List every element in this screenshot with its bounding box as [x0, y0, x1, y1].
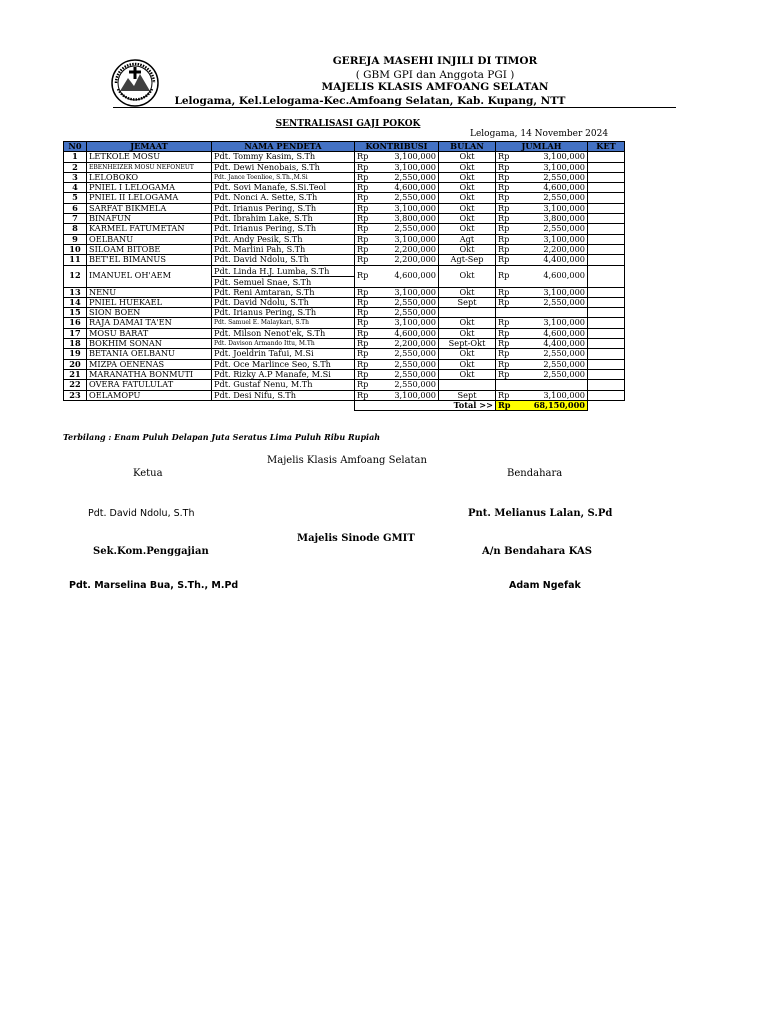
row-ket: [588, 172, 625, 182]
row-jumlah: 3,100,000: [516, 203, 588, 213]
row-pendeta: Pdt. Jance Toenlioe, S.Th.,M.Si: [212, 172, 355, 182]
row-jemaat: MIZPA OENENAS: [87, 359, 212, 369]
sekkom-name: Pdt. Marselina Bua, S.Th., M.Pd: [69, 580, 239, 591]
row-jumlah: 4,600,000: [516, 265, 588, 287]
row-bulan: Okt: [439, 287, 496, 297]
row-no: 20: [64, 359, 87, 369]
row-no: 19: [64, 349, 87, 359]
row-jumlah: 2,550,000: [516, 369, 588, 379]
row-jumlah: 3,100,000: [516, 162, 588, 172]
row-jemaat: LELOBOKO: [87, 172, 212, 182]
row-bulan: Sept: [439, 297, 496, 307]
row-pendeta: Pdt. Rizky A.P Manafe, M.Si: [212, 369, 355, 379]
header-pendeta: NAMA PENDETA: [212, 142, 355, 152]
table-row: [64, 318, 625, 328]
row-jumlah-currency: Rp: [496, 297, 516, 307]
row-kontribusi-currency: Rp: [355, 349, 380, 359]
row-jemaat: IMANUEL OH'AEM: [87, 265, 212, 287]
row-jumlah-currency: Rp: [496, 193, 516, 203]
header-bulan: BULAN: [439, 142, 496, 152]
row-pendeta: Pdt. Joeldrin Tafui, M.Si: [212, 349, 355, 359]
row-jumlah: 2,550,000: [516, 172, 588, 182]
table-row: [64, 349, 625, 359]
row-jumlah: 2,550,000: [516, 359, 588, 369]
row-kontribusi: 2,550,000: [380, 193, 439, 203]
row-jumlah-currency: Rp: [496, 162, 516, 172]
row-jemaat: BETANIA OELBANU: [87, 349, 212, 359]
row-ket: [588, 390, 625, 400]
ketua-name: Pdt. David Ndolu, S.Th: [88, 508, 195, 519]
table-row: [64, 224, 625, 234]
row-jumlah: 2,550,000: [516, 193, 588, 203]
total-row: [64, 400, 625, 410]
row-bulan: Okt: [439, 193, 496, 203]
row-pendeta: Pdt. Marlini Pah, S.Th: [212, 244, 355, 254]
row-jemaat: MOSU BARAT: [87, 328, 212, 338]
row-ket: [588, 162, 625, 172]
row-jumlah: 3,100,000: [516, 318, 588, 328]
row-jemaat: OVERA FATULULAT: [87, 380, 212, 390]
row-bulan: Okt: [439, 183, 496, 193]
row-ket: [588, 297, 625, 307]
row-kontribusi-currency: Rp: [355, 162, 380, 172]
row-kontribusi-currency: Rp: [355, 359, 380, 369]
row-pendeta: Pdt. Milson Nenot'ek, S.Th: [212, 328, 355, 338]
row-jumlah: 3,100,000: [516, 287, 588, 297]
row-kontribusi-currency: Rp: [355, 287, 380, 297]
row-pendeta: Pdt. Desi Nifu, S.Th: [212, 390, 355, 400]
row-no: 7: [64, 214, 87, 224]
row-jumlah-currency: Rp: [496, 349, 516, 359]
row-kontribusi: 2,550,000: [380, 369, 439, 379]
table-row: [64, 183, 625, 193]
row-ket: [588, 369, 625, 379]
row-no: 13: [64, 287, 87, 297]
row-pendeta: Pdt. Reni Amtaran, S.Th: [212, 287, 355, 297]
row-bulan: Okt: [439, 349, 496, 359]
row-jumlah: 4,400,000: [516, 339, 588, 349]
row-pendeta-1: Pdt. Linda H.J. Lumba, S.Th: [212, 266, 354, 277]
row-kontribusi-currency: Rp: [355, 203, 380, 213]
total-ket: [588, 400, 625, 410]
table-row: [64, 265, 625, 287]
table-row: [64, 308, 625, 318]
row-kontribusi: 4,600,000: [380, 328, 439, 338]
row-jumlah: 2,550,000: [516, 297, 588, 307]
row-kontribusi-currency: Rp: [355, 183, 380, 193]
table-row: [64, 203, 625, 213]
row-jemaat: PNIEL HUEKAEL: [87, 297, 212, 307]
row-ket: [588, 328, 625, 338]
row-kontribusi: 3,100,000: [380, 287, 439, 297]
row-kontribusi: 3,800,000: [380, 214, 439, 224]
row-kontribusi-currency: Rp: [355, 214, 380, 224]
row-jumlah-currency: Rp: [496, 328, 516, 338]
row-jumlah-currency: Rp: [496, 214, 516, 224]
row-kontribusi: 2,550,000: [380, 297, 439, 307]
row-jumlah-currency: Rp: [496, 369, 516, 379]
row-jumlah: 4,600,000: [516, 328, 588, 338]
row-pendeta-2: Pdt. Semuel Snae, S.Th: [214, 276, 312, 287]
row-ket: [588, 318, 625, 328]
row-kontribusi: 4,600,000: [380, 183, 439, 193]
row-jumlah-currency: Rp: [496, 255, 516, 265]
row-pendeta: Pdt. David Ndolu, S.Th: [212, 297, 355, 307]
row-bulan: Okt: [439, 152, 496, 162]
row-jemaat: BINAFUN: [87, 214, 212, 224]
row-jumlah-currency: Rp: [496, 234, 516, 244]
header-ket: KET: [588, 142, 625, 152]
row-pendeta: Pdt. Nonci A. Sette, S.Th: [212, 193, 355, 203]
row-pendeta: Pdt. Irianus Pering, S.Th: [212, 308, 355, 318]
row-jumlah: 2,550,000: [516, 224, 588, 234]
row-pendeta: Pdt. Davison Armando Ittu, M.Th: [212, 339, 355, 349]
row-kontribusi: 3,100,000: [380, 390, 439, 400]
row-jemaat: LETKOLE MOSU: [87, 152, 212, 162]
row-kontribusi: 2,550,000: [380, 349, 439, 359]
row-ket: [588, 380, 625, 390]
row-no: 5: [64, 193, 87, 203]
majelis-klasis-label: Majelis Klasis Amfoang Selatan: [267, 455, 427, 466]
row-jumlah-currency: Rp: [496, 203, 516, 213]
row-ket: [588, 255, 625, 265]
row-kontribusi: 3,100,000: [380, 234, 439, 244]
row-pendeta: Pdt. Gustaf Nenu, M.Th: [212, 380, 355, 390]
row-jemaat: SARFAT BIKMELA: [87, 203, 212, 213]
row-bulan: Okt: [439, 203, 496, 213]
total-blank: [64, 400, 355, 410]
row-ket: [588, 193, 625, 203]
row-no: 12: [64, 265, 87, 287]
row-no: 1: [64, 152, 87, 162]
row-ket: [588, 244, 625, 254]
row-ket: [588, 224, 625, 234]
row-jumlah-currency: Rp: [496, 265, 516, 287]
row-jumlah-currency: Rp: [496, 287, 516, 297]
row-jumlah-currency: Rp: [496, 172, 516, 182]
row-no: 2: [64, 162, 87, 172]
row-bulan: Sept-Okt: [439, 339, 496, 349]
row-ket: [588, 359, 625, 369]
row-bulan: Okt: [439, 172, 496, 182]
row-kontribusi-currency: Rp: [355, 318, 380, 328]
table-row: [64, 162, 625, 172]
row-kontribusi-currency: Rp: [355, 339, 380, 349]
row-kontribusi-currency: Rp: [355, 369, 380, 379]
row-jumlah: 4,600,000: [516, 183, 588, 193]
row-kontribusi-currency: Rp: [355, 152, 380, 162]
table-row: [64, 234, 625, 244]
row-ket: [588, 214, 625, 224]
total-value: 68,150,000: [516, 400, 588, 410]
table-row: [64, 359, 625, 369]
church-seal-logo-icon: [110, 58, 160, 108]
row-jemaat: PNIEL I LELOGAMA: [87, 183, 212, 193]
row-ket: [588, 152, 625, 162]
row-bulan: Okt: [439, 359, 496, 369]
row-no: 22: [64, 380, 87, 390]
row-no: 11: [64, 255, 87, 265]
document-title: SENTRALISASI GAJI POKOK: [275, 119, 421, 129]
row-no: 4: [64, 183, 87, 193]
row-no: 17: [64, 328, 87, 338]
row-kontribusi: 3,100,000: [380, 318, 439, 328]
row-bulan: Sept: [439, 390, 496, 400]
table-row: [64, 297, 625, 307]
org-subtitle: ( GBM GPI dan Anggota PGI ): [355, 69, 515, 81]
row-kontribusi-currency: Rp: [355, 193, 380, 203]
row-jumlah-currency: Rp: [496, 224, 516, 234]
row-bulan: [439, 308, 496, 318]
row-pendeta: [212, 265, 355, 287]
table-row: [64, 244, 625, 254]
row-jumlah-currency: Rp: [496, 359, 516, 369]
row-jemaat: OELAMOPU: [87, 390, 212, 400]
table-row: [64, 339, 625, 349]
row-jemaat: MARANATHA BONMUTI: [87, 369, 212, 379]
row-kontribusi: 2,550,000: [380, 224, 439, 234]
row-ket: [588, 349, 625, 359]
row-ket: [588, 265, 625, 287]
table-header-row: [64, 142, 625, 152]
header-divider: [113, 107, 676, 108]
row-kontribusi-currency: Rp: [355, 308, 380, 318]
row-no: 14: [64, 297, 87, 307]
table-row: [64, 255, 625, 265]
row-kontribusi: 2,550,000: [380, 172, 439, 182]
row-bulan: Okt: [439, 244, 496, 254]
table-row: [64, 172, 625, 182]
row-jumlah-currency: Rp: [496, 183, 516, 193]
row-bulan: Agt-Sep: [439, 255, 496, 265]
sekkom-label: Sek.Kom.Penggajian: [93, 546, 209, 557]
row-jemaat: RAJA DAMAI TA'EN: [87, 318, 212, 328]
row-ket: [588, 203, 625, 213]
row-bulan: Okt: [439, 328, 496, 338]
row-no: 10: [64, 244, 87, 254]
table-row: [64, 287, 625, 297]
total-label: Total >>: [355, 400, 496, 410]
row-pendeta: Pdt. Oce Marlince Seo, S.Th: [212, 359, 355, 369]
row-kontribusi: 2,550,000: [380, 380, 439, 390]
total-currency: Rp: [496, 400, 516, 410]
row-jumlah: [516, 380, 588, 390]
majelis-sinode-label: Majelis Sinode GMIT: [297, 533, 415, 544]
table-row: [64, 193, 625, 203]
row-ket: [588, 308, 625, 318]
row-kontribusi-currency: Rp: [355, 328, 380, 338]
row-jumlah: 3,800,000: [516, 214, 588, 224]
row-pendeta: Pdt. Sovi Manafe, S.Si.Teol: [212, 183, 355, 193]
table-row: [64, 214, 625, 224]
row-no: 9: [64, 234, 87, 244]
table-row: [64, 390, 625, 400]
place-date: Lelogama, 14 November 2024: [470, 129, 609, 139]
header-kontribusi: KONTRIBUSI: [355, 142, 439, 152]
table-row: [64, 152, 625, 162]
row-no: 23: [64, 390, 87, 400]
row-pendeta: Pdt. Ibrahim Lake, S.Th: [212, 214, 355, 224]
row-jumlah-currency: Rp: [496, 318, 516, 328]
row-kontribusi-currency: Rp: [355, 297, 380, 307]
row-ket: [588, 234, 625, 244]
row-kontribusi: 3,100,000: [380, 162, 439, 172]
row-no: 21: [64, 369, 87, 379]
org-title: GEREJA MASEHI INJILI DI TIMOR: [332, 55, 538, 67]
row-jumlah: 4,400,000: [516, 255, 588, 265]
row-pendeta: Pdt. Samuel E. Malaykari, S.Th: [212, 318, 355, 328]
bendahara-label: Bendahara: [507, 468, 563, 479]
row-jumlah-currency: [496, 308, 516, 318]
row-jumlah-currency: Rp: [496, 390, 516, 400]
row-kontribusi-currency: Rp: [355, 255, 380, 265]
address-line: Lelogama, Kel.Lelogama-Kec.Amfoang Selatan, Kab. Kupang, NTT: [174, 95, 566, 107]
header-jumlah: JUMLAH: [496, 142, 588, 152]
row-jumlah-currency: Rp: [496, 244, 516, 254]
row-jumlah: 3,100,000: [516, 390, 588, 400]
row-ket: [588, 287, 625, 297]
header-no: N0: [64, 142, 87, 152]
table-row: [64, 328, 625, 338]
row-kontribusi-currency: Rp: [355, 234, 380, 244]
row-no: 16: [64, 318, 87, 328]
row-pendeta: Pdt. Tommy Kasim, S.Th: [212, 152, 355, 162]
row-kontribusi: 2,200,000: [380, 255, 439, 265]
row-pendeta: Pdt. Irianus Pering, S.Th: [212, 203, 355, 213]
row-pendeta: Pdt. Irianus Pering, S.Th: [212, 224, 355, 234]
row-pendeta: Pdt. David Ndolu, S.Th: [212, 255, 355, 265]
bendahara-name: Pnt. Melianus Lalan, S.Pd: [468, 508, 613, 519]
row-no: 15: [64, 308, 87, 318]
row-no: 8: [64, 224, 87, 234]
row-jemaat: KARMEL FATUMETAN: [87, 224, 212, 234]
row-bulan: Okt: [439, 318, 496, 328]
row-bulan: Okt: [439, 162, 496, 172]
row-bulan: Okt: [439, 214, 496, 224]
salary-table: [63, 141, 625, 411]
row-jemaat: OELBANU: [87, 234, 212, 244]
row-jemaat: PNIEL II LELOGAMA: [87, 193, 212, 203]
row-kontribusi-currency: Rp: [355, 265, 380, 287]
row-kontribusi: 4,600,000: [380, 265, 439, 287]
row-pendeta: Pdt. Dewi Nenobais, S.Th: [212, 162, 355, 172]
row-jumlah-currency: [496, 380, 516, 390]
row-kontribusi-currency: Rp: [355, 224, 380, 234]
row-no: 3: [64, 172, 87, 182]
row-jemaat: BET'EL BIMANUS: [87, 255, 212, 265]
row-jemaat: SILOAM BITOBE: [87, 244, 212, 254]
row-ket: [588, 183, 625, 193]
header-jemaat: JEMAAT: [87, 142, 212, 152]
row-no: 6: [64, 203, 87, 213]
row-jemaat: NENU: [87, 287, 212, 297]
row-jemaat: SION BOEN: [87, 308, 212, 318]
row-kontribusi-currency: Rp: [355, 172, 380, 182]
row-jumlah: 2,550,000: [516, 349, 588, 359]
row-bulan: Okt: [439, 224, 496, 234]
row-bulan: [439, 380, 496, 390]
row-bulan: Okt: [439, 265, 496, 287]
row-bulan: Okt: [439, 369, 496, 379]
row-ket: [588, 339, 625, 349]
row-bulan: Agt: [439, 234, 496, 244]
row-kontribusi: 2,200,000: [380, 339, 439, 349]
row-kontribusi-currency: Rp: [355, 244, 380, 254]
row-kontribusi: 3,100,000: [380, 152, 439, 162]
table-row: [64, 380, 625, 390]
row-kontribusi: 2,550,000: [380, 308, 439, 318]
amount-in-words: Terbilang : Enam Puluh Delapan Juta Seratus Lima Puluh Ribu Rupiah: [63, 432, 381, 442]
row-kontribusi-currency: Rp: [355, 390, 380, 400]
row-kontribusi-currency: Rp: [355, 380, 380, 390]
row-jumlah: 2,200,000: [516, 244, 588, 254]
row-jumlah-currency: Rp: [496, 339, 516, 349]
row-jemaat: BOKHIM SONAN: [87, 339, 212, 349]
row-no: 18: [64, 339, 87, 349]
kas-name: Adam Ngefak: [509, 580, 581, 591]
ketua-label: Ketua: [133, 468, 163, 479]
row-kontribusi: 3,100,000: [380, 203, 439, 213]
row-pendeta: Pdt. Andy Pesik, S.Th: [212, 234, 355, 244]
row-jumlah: [516, 308, 588, 318]
row-jumlah: 3,100,000: [516, 234, 588, 244]
row-kontribusi: 2,550,000: [380, 359, 439, 369]
table-row: [64, 369, 625, 379]
an-bendahara-label: A/n Bendahara KAS: [482, 546, 592, 557]
row-jemaat: EBENHEIZER MOSU NEFONEUT: [87, 162, 212, 172]
row-jumlah-currency: Rp: [496, 152, 516, 162]
row-kontribusi: 2,200,000: [380, 244, 439, 254]
klasis-title: MAJELIS KLASIS AMFOANG SELATAN: [321, 81, 549, 93]
row-jumlah: 3,100,000: [516, 152, 588, 162]
